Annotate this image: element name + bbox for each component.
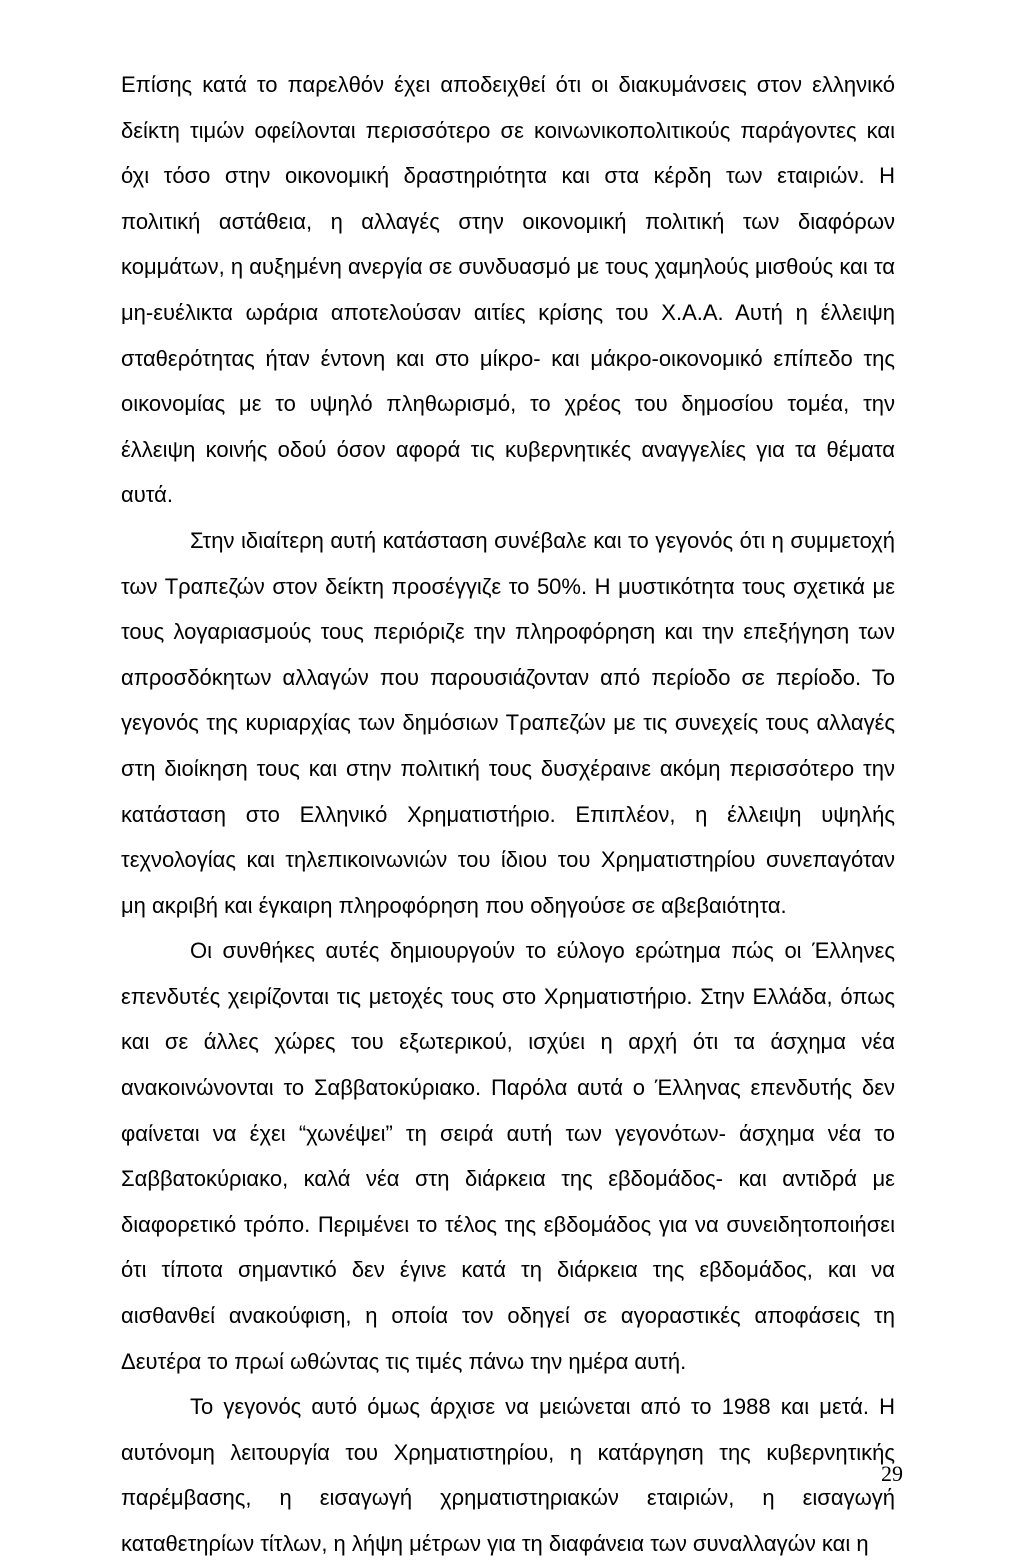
paragraph-3: Οι συνθήκες αυτές δημιουργούν το εύλογο ερώτημα πώς οι Έλληνες επενδυτές χειρίζονται τις μετοχές τους στο Χρηματιστήριο. Στην Ελλάδα, όπως και σε άλλες χώρες του εξωτερικού, ισχύει η αρχή ότι τα άσχημα νέα ανακοινώνονται το Σαββατοκύριακο. Παρόλα αυτά ο Έλληνας επενδυτής δεν φαίνεται να έχει “χωνέψει” τη σειρά αυτή των γεγονότων- άσχημα νέα το Σαββατοκύριακο, καλά νέα στη διάρκεια της εβδομάδος- και αντιδρά με διαφορετικό τρόπο. Περιμένει το τέλος της εβδομάδος για να συνειδητοποιήσει ότι τίποτα σημαντικό δεν έγινε κατά τη διάρκεια της εβδομάδος, και να αισθανθεί ανακούφιση, η οποία τον οδηγεί σε αγοραστικές αποφάσεις τη Δευτέρα το πρωί ωθώντας τις τιμές πάνω την ημέρα αυτή. [121,938,895,1374]
page-number: 29 [881,1461,903,1486]
paragraph-4: Το γεγονός αυτό όμως άρχισε να μειώνεται από το 1988 και μετά. Η αυτόνομη λειτουργία του Χρηματιστηρίου, η κατάργηση της κυβερνητικής παρέμβασης, η εισαγωγή χρηματιστηριακών εταιριών, η εισαγωγή καταθετηρίων τίτλων, η λήψη μέτρων για τη διαφάνεια των συναλλαγών και η [121,1394,895,1556]
paragraph-1: Επίσης κατά το παρελθόν έχει αποδειχθεί ότι οι διακυμάνσεις στον ελληνικό δείκτη τιμών οφείλονται περισσότερο σε κοινωνικοπολιτικούς παράγοντες και όχι τόσο στην οικονομική δραστηριότητα και στα κέρδη των εταιριών. Η πολιτική αστάθεια, η αλλαγές στην οικονομική πολιτική των διαφόρων κομμάτων, η αυξημένη ανεργία σε συνδυασμό με τους χαμηλούς μισθούς και τα μη-ευέλικτα ωράρια αποτελούσαν αιτίες κρίσης του Χ.Α.Α. Αυτή η έλλειψη σταθερότητας ήταν έντονη και στο μίκρο- και μάκρο-οικονομικό επίπεδο της οικονομίας με το υψηλό πληθωρισμό, το χρέος του δημοσίου τομέα, την έλλειψη κοινής οδού όσον αφορά τις κυβερνητικές αναγγελίες για τα θέματα αυτά. [121,72,895,508]
document-body [121,62,895,1567]
paragraph-2: Στην ιδιαίτερη αυτή κατάσταση συνέβαλε και το γεγονός ότι η συμμετοχή των Τραπεζών στον δείκτη προσέγγιζε το 50%. Η μυστικότητα τους σχετικά με τους λογαριασμούς τους περιόριζε την πληροφόρηση και την επεξήγηση των απροσδόκητων αλλαγών που παρουσιάζονταν από περίοδο σε περίοδο. Το γεγονός της κυριαρχίας των δημόσιων Τραπεζών με τις συνεχείς τους αλλαγές στη διοίκηση τους και στην πολιτική τους δυσχέραινε ακόμη περισσότερο την κατάσταση στο Ελληνικό Χρηματιστήριο. Επιπλέον, η έλλειψη υψηλής τεχνολογίας και τηλεπικοινωνιών του ίδιου του Χρηματιστηρίου συνεπαγόταν μη ακριβή και έγκαιρη πληροφόρηση που οδηγούσε σε αβεβαιότητα. [121,527,895,918]
